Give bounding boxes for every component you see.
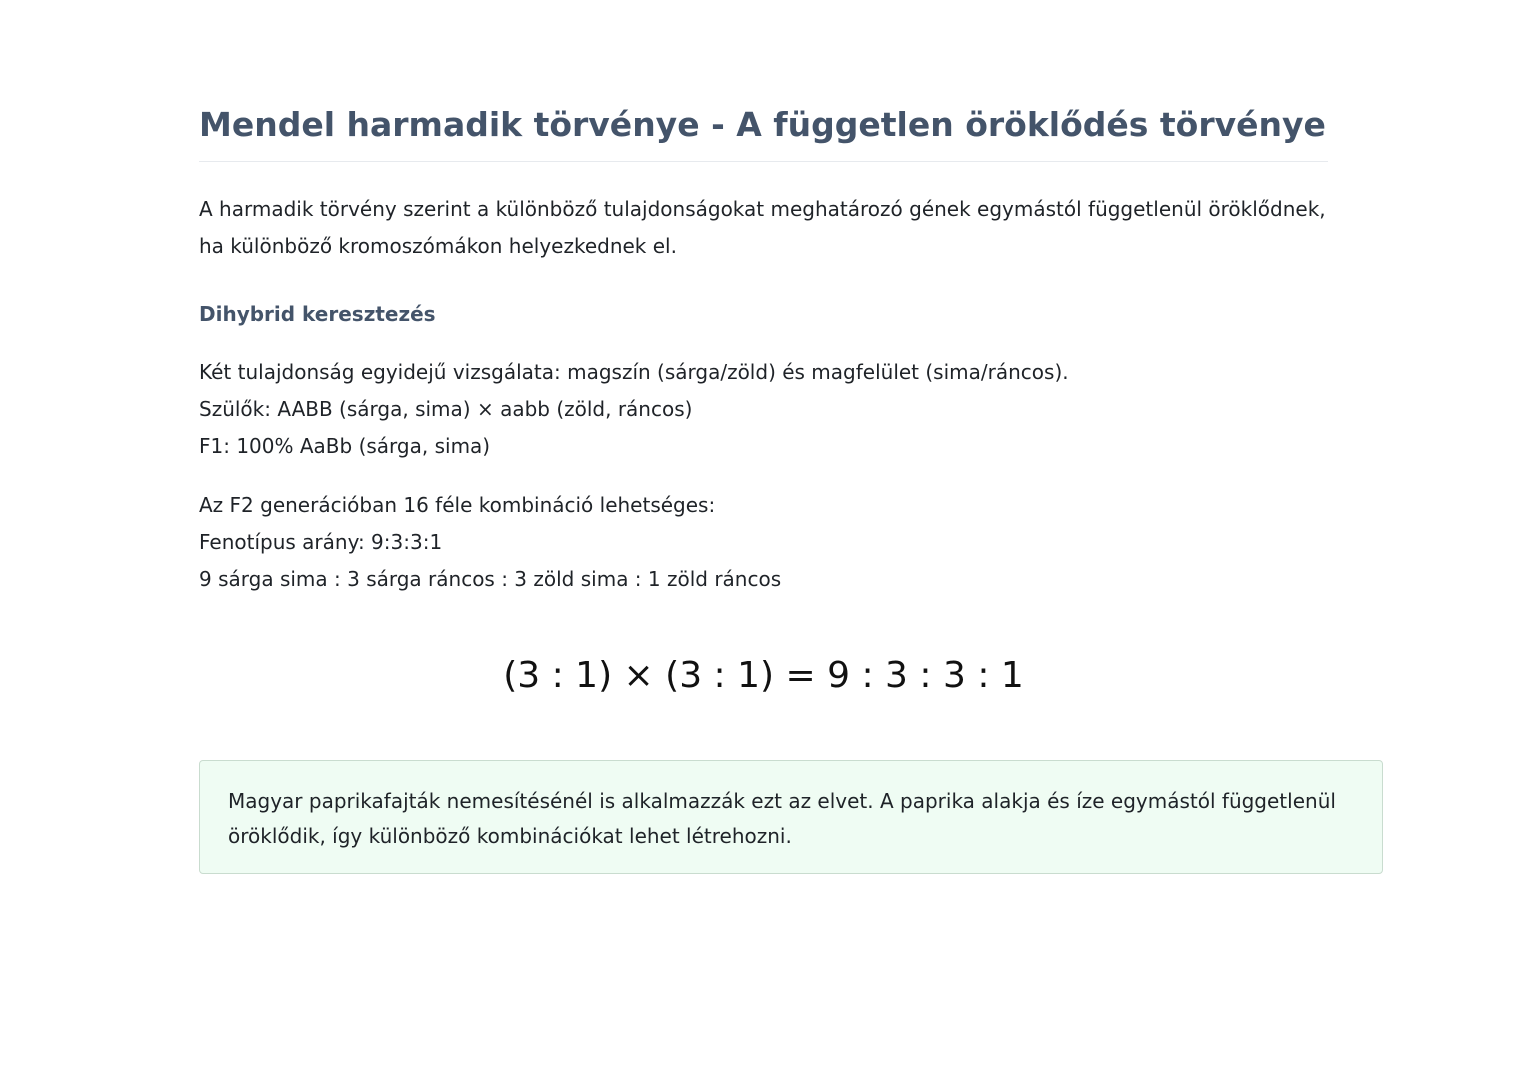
text-line: Az F2 generációban 16 féle kombináció lehetséges:: [199, 493, 716, 517]
note-text: Magyar paprikafajták nemesítésénél is alkalmazzák ezt az elvet. A paprika alakja és íze egymástól függetlenül öröklődik, így különböző kombinációkat lehet létrehozni.: [228, 789, 1336, 848]
note-box: [199, 760, 1383, 874]
intro-paragraph: A harmadik törvény szerint a különböző tulajdonságokat meghatározó gének egymástól függetlenül öröklődnek, ha különböző kromoszómákon helyezkednek el.: [199, 197, 1326, 258]
f2-description: [199, 487, 1328, 598]
text-line: 9 sárga sima : 3 sárga ráncos : 3 zöld sima : 1 zöld ráncos: [199, 567, 782, 591]
text-line: F1: 100% AaBb (sárga, sima): [199, 434, 491, 458]
page-title: Mendel harmadik törvénye - A független öröklődés törvénye: [199, 105, 1326, 144]
title-divider: [199, 161, 1328, 162]
text-line: Fenotípus arány: 9:3:3:1: [199, 530, 443, 554]
cross-description: [199, 354, 1328, 465]
text-line: Két tulajdonság egyidejű vizsgálata: magszín (sárga/zöld) és magfelület (sima/ráncos).: [199, 360, 1069, 384]
ratio-formula: (3 : 1) × (3 : 1) = 9 : 3 : 3 : 1: [503, 655, 1024, 696]
section-heading: Dihybrid keresztezés: [199, 302, 436, 326]
text-line: Szülők: AABB (sárga, sima) × aabb (zöld, ráncos): [199, 397, 693, 421]
